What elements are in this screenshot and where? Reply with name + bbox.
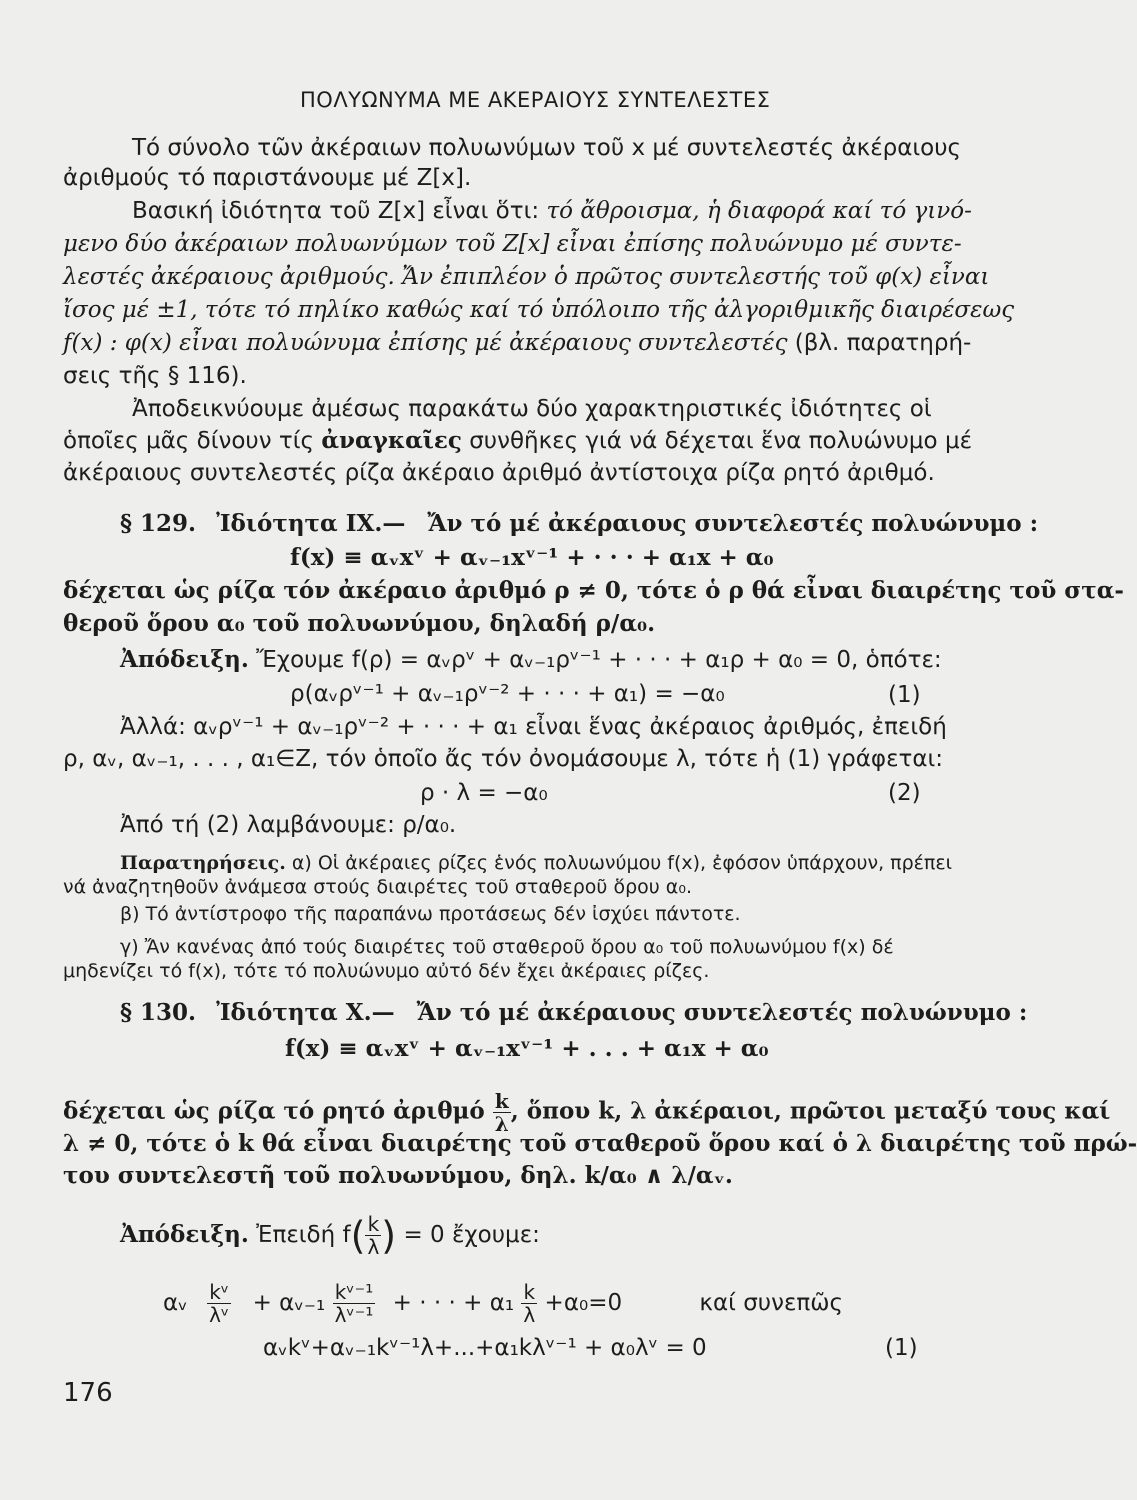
- fraction-numerator: k: [493, 1090, 511, 1113]
- proof-fraction: [365, 1213, 381, 1258]
- section-130-text: Ἄν τό μέ ἀκέραιους συντελεστές πολυώνυμο :: [416, 999, 1028, 1026]
- section-129-remark-2: β) Τό ἀντίστροφο τῆς παραπάνω προτάσεως δέν ἰσχύει πάντοτε.: [120, 903, 741, 925]
- section-130-statement-1a: δέχεται ὡς ρίζα τό ρητό ἀριθμό: [63, 1097, 485, 1125]
- eq-term-2-num: kᵛ⁻¹: [333, 1281, 376, 1304]
- intro-line-8: σεις τῆς § 116).: [63, 363, 247, 389]
- section-129-equation-2: ρ · λ = −α₀: [420, 780, 548, 806]
- section-130-proof-text-a: Ἐπειδή f: [256, 1222, 351, 1248]
- section-129-proof-label: Ἀπόδειξη.: [120, 646, 249, 673]
- section-129-heading: [120, 509, 1038, 539]
- intro-line-3-b: τό ἄθροισμα, ἡ διαφορά καί τό γινό-: [546, 198, 972, 224]
- eq-term-2-coef: + αᵥ₋₁: [252, 1290, 326, 1316]
- intro-line-11: ἀκέραιους συντελεστές ρίζα ἀκέραιο ἀριθμό ἀντίστοιχα ρίζα ρητό ἀριθμό.: [63, 460, 935, 486]
- intro-line-2: ἀριθμούς τό παριστάνουμε μέ Z[x].: [63, 165, 472, 191]
- proof-fraction-numerator: k: [365, 1213, 381, 1236]
- section-129-proof-line-3: Ἀλλά: αᵥρᵛ⁻¹ + αᵥ₋₁ρᵛ⁻² + · · · + α₁ εἶναι ἕνας ἀκέραιος ἀριθμός, ἐπειδή: [120, 714, 947, 740]
- intro-line-10: [63, 426, 972, 456]
- eq-term-3-den: λ: [523, 1303, 536, 1327]
- intro-line-9: Ἀποδεικνύουμε ἀμέσως παρακάτω δύο χαρακτηριστικές ἰδιότητες οἱ: [132, 396, 932, 422]
- section-129-proof-line-1: [120, 645, 942, 675]
- section-129-statement-2: θεροῦ ὅρου α₀ τοῦ πολυωνύμου, δηλαδή ρ/α₀.: [63, 610, 656, 637]
- intro-line-7-b: (βλ. παρατηρή-: [787, 330, 972, 356]
- intro-line-10-a: ὁποῖες μᾶς δίνουν τίς: [63, 428, 322, 454]
- eq-term-1-coef: αᵥ: [163, 1290, 188, 1316]
- section-130-equation-2: αᵥkᵛ+αᵥ₋₁kᵛ⁻¹λ+...+α₁kλᵛ⁻¹ + α₀λᵛ = 0: [263, 1335, 707, 1361]
- section-130-heading: [120, 998, 1027, 1028]
- section-129-text: Ἄν τό μέ ἀκέραιους συντελεστές πολυώνυμο :: [427, 510, 1039, 537]
- eq-term-3-coef: + · · · + α₁: [392, 1290, 515, 1316]
- intro-line-3: [132, 196, 972, 226]
- section-130-statement-2: λ ≠ 0, τότε ὁ k θά εἶναι διαιρέτης τοῦ σταθεροῦ ὅρου καί ὁ λ διαιρέτης τοῦ πρώ-: [63, 1130, 1137, 1157]
- eq-term-1-frac: [207, 1281, 231, 1326]
- eq-tail-text: καί συνεπῶς: [699, 1290, 844, 1316]
- right-paren: ): [381, 1213, 397, 1258]
- left-paren: (: [350, 1213, 366, 1258]
- section-129-equation-1: ρ(αᵥρᵛ⁻¹ + αᵥ₋₁ρᵛ⁻² + · · · + α₁) = −α₀: [290, 681, 725, 707]
- intro-line-4: μενο δύο ἀκέραιων πολυωνύμων τοῦ Z[x] εἶναι ἐπίσης πολυώνυμο μέ συντε-: [63, 231, 962, 257]
- eq-term-2-den: λᵛ⁻¹: [334, 1303, 374, 1327]
- section-130-statement-1b: , ὅπου k, λ ἀκέραιοι, πρῶτοι μεταξύ τους καί: [510, 1097, 1111, 1125]
- eq-term-3-num: k: [521, 1281, 537, 1304]
- running-header: ΠΟΛΥΩΝΥΜΑ ΜΕ ΑΚΕΡΑΙΟΥΣ ΣΥΝΤΕΛΕΣΤΕΣ: [300, 88, 771, 112]
- intro-line-7: [63, 328, 971, 358]
- eq-term-1-den: λᵛ: [209, 1303, 230, 1327]
- intro-line-3-a: Βασική ἰδιότητα τοῦ Z[x] εἶναι ὅτι:: [132, 198, 547, 224]
- intro-line-6: ἴσος μέ ±1, τότε τό πηλίκο καθώς καί τό ὑπόλοιπο τῆς ἀλγοριθμικῆς διαιρέσεως: [63, 297, 1015, 323]
- eq-term-4: +α₀=0: [544, 1290, 623, 1316]
- section-129-remark-1a-text: α) Οἱ ἀκέραιες ρίζες ἑνός πολυωνύμου f(x), ἐφόσον ὑπάρχουν, πρέπει: [291, 852, 953, 874]
- section-129-remark-3b: μηδενίζει τό f(x), τότε τό πολυώνυμο αὐτό δέν ἔχει ἀκέραιες ρίζες.: [63, 960, 710, 982]
- intro-line-7-a: f(x) : φ(x) εἶναι πολυώνυμα ἐπίσης μέ ἀκέραιους συντελεστές: [63, 330, 788, 356]
- section-130-proof-line-1: [120, 1210, 540, 1261]
- intro-line-10-bold: ἀναγκαῖες: [321, 427, 462, 454]
- section-129-name: Ἰδιότητα IX.—: [216, 510, 406, 537]
- eq-term-1-num: kᵛ: [207, 1281, 231, 1304]
- section-130-proof-text-b: = 0 ἔχουμε:: [403, 1222, 540, 1248]
- page-number: 176: [63, 1378, 113, 1408]
- section-130-proof-label: Ἀπόδειξη.: [120, 1221, 249, 1248]
- section-129-proof-line-6: Ἀπό τή (2) λαμβάνουμε: ρ/α₀.: [120, 812, 457, 838]
- eq-term-2-frac: [333, 1281, 376, 1326]
- section-130-equation-1: [163, 1278, 843, 1328]
- intro-line-1: Τό σύνολο τῶν ἀκέραιων πολυωνύμων τοῦ x μέ συντελεστές ἀκέραιους: [132, 135, 962, 161]
- fraction-denominator: λ: [494, 1112, 509, 1136]
- section-129-formula: f(x) ≡ αᵥxᵛ + αᵥ₋₁xᵛ⁻¹ + · · · + α₁x + α₀: [290, 544, 774, 571]
- proof-fraction-denominator: λ: [367, 1235, 380, 1259]
- section-129-proof-text-1: Ἔχουμε f(ρ) = αᵥρᵛ + αᵥ₋₁ρᵛ⁻¹ + · · · + α₁ρ + α₀ = 0, ὁπότε:: [256, 647, 942, 673]
- section-130-formula: f(x) ≡ αᵥxᵛ + αᵥ₋₁xᵛ⁻¹ + . . . + α₁x + α₀: [285, 1035, 769, 1062]
- intro-line-5: λεστές ἀκέραιους ἀριθμούς. Ἄν ἐπιπλέον ὁ πρῶτος συντελεστής τοῦ φ(x) εἶναι: [63, 264, 990, 290]
- section-130-statement-3: του συντελεστῆ τοῦ πολυωνύμου, δηλ. k/α₀ ∧ λ/αᵥ.: [63, 1162, 733, 1189]
- section-129-statement-1: δέχεται ὡς ρίζα τόν ἀκέραιο ἀριθμό ρ ≠ 0, τότε ὁ ρ θά εἶναι διαιρέτης τοῦ στα-: [63, 577, 1124, 604]
- section-130-equation-2-number: (1): [885, 1335, 918, 1361]
- section-129-remark-1b: νά ἀναζητηθοῦν ἀνάμεσα στούς διαιρέτες τοῦ σταθεροῦ ὅρου α₀.: [63, 876, 692, 898]
- section-129-number: § 129.: [120, 510, 197, 537]
- section-129-equation-1-number: (1): [888, 682, 921, 708]
- section-129-proof-line-4: ρ, αᵥ, αᵥ₋₁, . . . , α₁∈Z, τόν ὁποῖο ἄς τόν ὀνομάσουμε λ, τότε ἡ (1) γράφεται:: [63, 746, 944, 772]
- intro-line-10-c: συνθῆκες γιά νά δέχεται ἕνα πολυώνυμο μέ: [461, 428, 973, 454]
- section-130-name: Ἰδιότητα X.—: [216, 999, 395, 1026]
- section-129-remarks-label: Παρατηρήσεις.: [120, 852, 286, 874]
- section-129-equation-2-number: (2): [888, 780, 921, 806]
- section-130-number: § 130.: [120, 999, 197, 1026]
- eq-term-3-frac: [521, 1281, 537, 1326]
- section-129-remark-3a: γ) Ἄν κανένας ἀπό τούς διαιρέτες τοῦ σταθεροῦ ὅρου α₀ τοῦ πολυωνύμου f(x) δέ: [120, 936, 894, 958]
